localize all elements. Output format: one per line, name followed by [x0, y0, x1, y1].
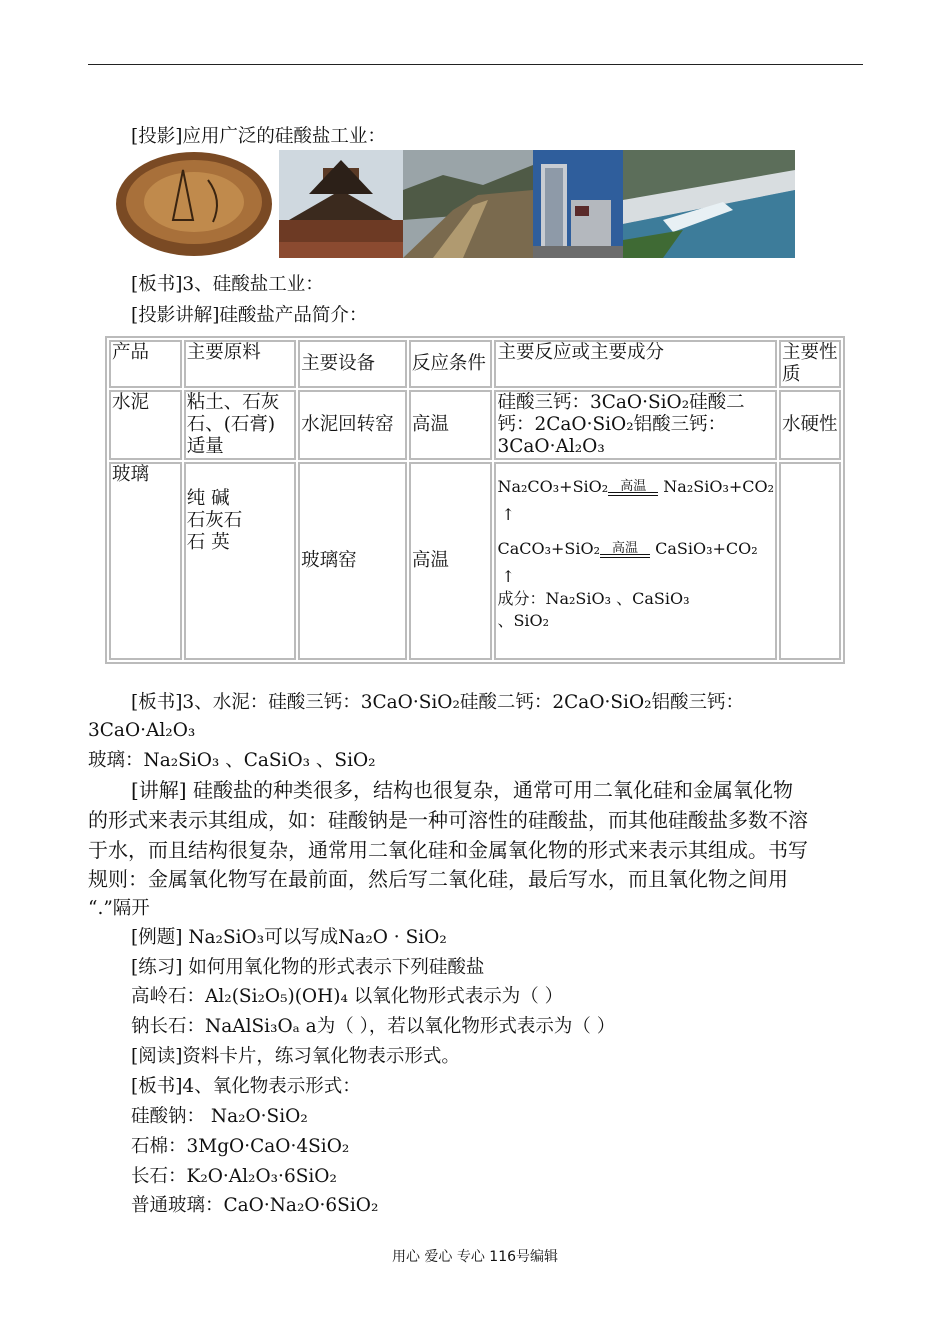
oxide-feldspar: 长石：K₂O·Al₂O₃·6SiO₂: [131, 1166, 337, 1187]
example-line: [例题] Na₂SiO₃可以写成Na₂O · SiO₂: [131, 927, 447, 948]
board-heading-1: [板书]3、硅酸盐工业：: [131, 274, 324, 295]
explain-line-3: 于水，而且结构很复杂，通常用二氧化硅和金属氧化物的形式来表示其组成。书写: [88, 838, 808, 862]
header-property: 主要性质: [779, 340, 841, 388]
glass-reactions: [494, 462, 777, 660]
great-wall-photo: [403, 150, 533, 258]
high-rise-building-photo: [533, 150, 623, 258]
practice-line: [练习] 如何用氧化物的形式表示下列硅酸盐: [131, 957, 485, 978]
reading-line: [阅读]资料卡片，练习氧化物表示形式。: [131, 1046, 460, 1067]
glass-components-cont: 、SiO₂: [497, 611, 550, 630]
reaction-limestone: CaCO₃+SiO₂ 高温 CaSiO₃+CO₂: [497, 539, 758, 558]
cement-equipment: 水泥回转窑: [298, 390, 407, 460]
cement-components: 硅酸三钙：3CaO·SiO₂硅酸二钙：2CaO·SiO₂铝酸三钙：3CaO·Al₂O₃: [494, 390, 777, 460]
material-limestone: 石灰石: [186, 510, 243, 531]
header-materials: 主要原料: [184, 340, 296, 388]
material-soda: 纯 碱: [186, 488, 230, 509]
table-header-row: [109, 340, 841, 388]
cement-product: 水泥: [109, 390, 182, 460]
header-equipment: 主要设备: [298, 340, 407, 388]
glass-product: 玻璃: [109, 462, 182, 660]
board-cement-cont: 3CaO·Al₂O₃: [88, 720, 196, 741]
board-oxides-heading: [板书]4、氧化物表示形式：: [131, 1076, 361, 1097]
pagoda-roof-photo: [279, 150, 403, 258]
explain-line-2: 的形式来表示其组成，如：硅酸钠是一种可溶性的硅酸盐，而其他硅酸盐多数不溶: [88, 808, 808, 832]
dam-photo: [623, 150, 795, 258]
kaolinite-line: 高岭石：Al₂(Si₂O₅)(OH)₄ 以氧化物形式表示为（ ）: [131, 986, 564, 1007]
cement-materials: 粘土、石灰石、(石膏)适量: [184, 390, 296, 460]
gas-arrow-icon: ↑: [501, 505, 515, 524]
reaction-soda: Na₂CO₃+SiO₂ 高温 Na₂SiO₃+CO₂: [497, 477, 775, 496]
material-quartz: 石 英: [186, 532, 230, 553]
glass-components: 成分：Na₂SiO₃ 、CaSiO₃: [497, 589, 690, 608]
oxide-sodium-silicate: 硅酸钠： Na₂O·SiO₂: [131, 1106, 308, 1127]
high-temp-condition: 高温: [600, 538, 650, 560]
cement-condition: 高温: [409, 390, 493, 460]
table-row: [109, 462, 841, 660]
glass-materials: [184, 462, 296, 660]
header-reaction: 主要反应或主要成分: [494, 340, 777, 388]
page-footer: 用心 爱心 专心 116号编辑: [391, 1249, 559, 1265]
explain-line-5: “.”隔开: [88, 898, 150, 919]
silicate-products-table: [105, 336, 845, 664]
photo-strip: [113, 150, 796, 258]
header-product: 产品: [109, 340, 182, 388]
gas-arrow-icon: ↑: [501, 567, 515, 586]
projection-label: [投影]应用广泛的硅酸盐工业：: [131, 126, 386, 147]
header-condition: 反应条件: [409, 340, 493, 388]
ancient-bowl-photo: [113, 150, 275, 258]
oxide-glass: 普通玻璃：CaO·Na₂O·6SiO₂: [131, 1195, 379, 1216]
glass-components-line: 玻璃：Na₂SiO₃ 、CaSiO₃ 、SiO₂: [88, 750, 376, 771]
oxide-asbestos: 石棉：3MgO·CaO·4SiO₂: [131, 1136, 350, 1157]
albite-line: 钠长石：NaAlSi₃Oₐ a为（ ），若以氧化物形式表示为（ ）: [131, 1016, 616, 1037]
table-row: [109, 390, 841, 460]
explain-line-1: [讲解] 硅酸盐的种类很多，结构也很复杂，通常可用二氧化硅和金属氧化物: [131, 778, 793, 802]
board-cement: [板书]3、水泥：硅酸三钙：3CaO·SiO₂硅酸二钙：2CaO·SiO₂铝酸三钙：: [131, 692, 745, 713]
header-rule: [88, 64, 863, 65]
lecture-heading: [投影讲解]硅酸盐产品简介：: [131, 305, 368, 326]
explain-line-4: 规则：金属氧化物写在最前面，然后写二氧化硅，最后写水，而且氧化物之间用: [88, 867, 788, 891]
glass-condition: 高温: [409, 462, 493, 660]
glass-equipment: 玻璃窑: [298, 462, 407, 660]
glass-property: [779, 462, 841, 660]
high-temp-condition: 高温: [608, 476, 658, 498]
cement-property: 水硬性: [779, 390, 841, 460]
